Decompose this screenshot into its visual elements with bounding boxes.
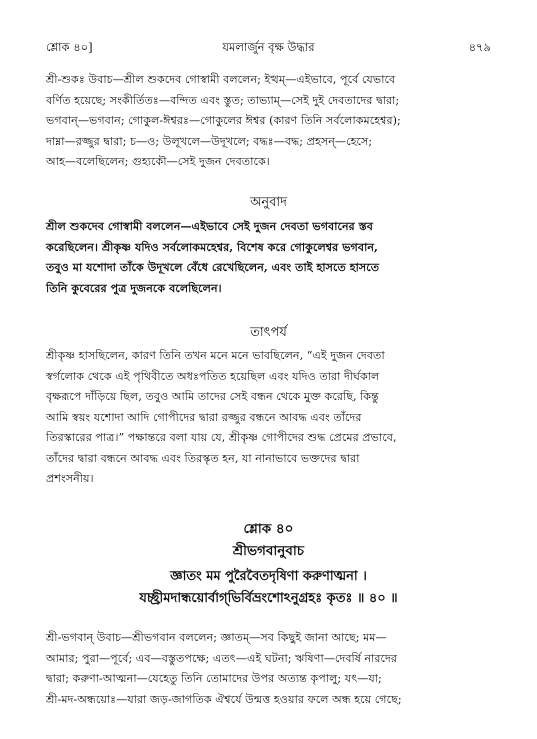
purport-line: স্বর্গলোক থেকে এই পৃথিবীতে অধঃপতিত হয়েছিল এবং যদিও তারা দীর্ঘকাল: [46, 369, 380, 383]
shloka-speaker: শ্রীভগবানুবাচ: [232, 543, 305, 559]
translation-text: [46, 216, 491, 298]
translation-line: তিনি কুবেরের পুত্র দুজনকে বলেছিলেন।: [46, 280, 222, 295]
synonym-line: দ্বারা; করুণা-আত্মনা—যেহেতু তিনি তোমাদের উপর অত্যন্ত কৃপালু; যৎ—যা;: [46, 672, 382, 685]
synonym-line: দাম্না—রজ্জুর দ্বারা; চ—ও; উলূখলে—উদূখলে; বদ্ধঃ—বদ্ধ; প্রহসন্—হেসে;: [46, 134, 373, 148]
synonym-line: শ্রী-শুকঃ উবাচ—শ্রীল শুকদেব গোস্বামী বললেন; ইত্থম্—এইভাবে, পূর্বে যেভাবে: [46, 73, 396, 86]
header-verse-ref: শ্লোক ৪০]: [46, 40, 93, 54]
purport-line: বৃক্ষরূপে দাঁড়িয়ে ছিল, তবুও আমি তাদের সেই বন্ধন থেকে মুক্ত করেছি, কিন্তু: [46, 390, 379, 403]
page-header: [46, 40, 491, 54]
synonyms-bottom: [46, 628, 491, 710]
purport-line: আমি স্বয়ং যশোদা আদি গোপীদের দ্বারা রজ্জুর বন্ধনে আবদ্ধ এবং তাঁদের: [46, 410, 362, 424]
purport-text: [46, 346, 491, 490]
sanskrit-verse: [46, 566, 491, 610]
translation-line: শ্রীল শুকদেব গোস্বামী বললেন—এইভাবে সেই দুজন দেবতা ভগবানের স্তব: [46, 219, 373, 233]
translation-line: করেছিলেন। শ্রীকৃষ্ণ যদিও সর্বলোকমহেশ্বর, বিশেষ করে গোকুলেশ্বর ভগবান,: [46, 239, 378, 254]
purport-line: শ্রীকৃষ্ণ হাসছিলেন, কারণ তিনি তখন মনে মনে ভাবছিলেন, “এই দুজন দেবতা: [46, 349, 385, 362]
synonym-line: বর্ণিত হয়েছে; সংকীর্তিতঃ—বন্দিত এবং স্তুত; তাভ্যাম্—সেই দুই দেবতাদের দ্বারা;: [46, 93, 400, 107]
header-page-number: ৪৭৯: [468, 40, 491, 54]
purport-line: তাঁদের দ্বারা বন্ধনে আবদ্ধ এবং তিরস্কৃত হন, যা নানাভাবে ভক্তদের দ্বারা: [46, 451, 360, 465]
purport-heading: তাৎপর্য: [250, 325, 287, 340]
synonym-line: ভগবান্—ভগবান; গোকুল-ঈশ্বরঃ—গোকুলের ঈশ্বর (কারণ তিনি সর্বলোকমহেশ্বর);: [46, 114, 401, 127]
synonym-line: শ্রী-ভগবান্ উবাচ—শ্রীভগবান বললেন; জ্ঞাতম্—সব কিছুই জানা আছে; মম—: [46, 631, 387, 644]
synonym-line: আহ—বলেছিলেন; গুহ্যকৌ—সেই দুজন দেবতাকে।: [46, 155, 270, 168]
purport-line: প্রশংসনীয়।: [46, 472, 94, 485]
header-chapter-title: যমলার্জুন বৃক্ষ উদ্ধার: [222, 40, 315, 54]
verse-line: যচ্ছ্রীমদান্ধয়োর্বাগ্‌ভির্বিভ্রংশোঽনুগ্রহঃ কৃতঃ ॥ ৪০ ॥: [139, 591, 398, 606]
shloka-number: শ্লোক ৪০: [243, 521, 294, 537]
translation-line: তবুও মা যশোদা তাঁকে উদূখলে বেঁধে রেখেছিলেন, এবং তাই হাসতে হাসতে: [46, 260, 380, 274]
synonym-line: শ্রী-মদ-অন্ধয়োঃ—যারা জড়-জাগতিক ঐশ্বর্যে উন্মত্ত হওয়ার ফলে অন্ধ হয়ে গেছে;: [46, 692, 402, 706]
verse-line: জ্ঞাতং মম পুরৈবৈতদৃষিণা করুণাত্মনা ।: [170, 569, 367, 584]
translation-heading: অনুবাদ: [250, 195, 287, 210]
purport-line: তিরস্কারের পাত্র।” পক্ষান্তরে বলা যায় যে, শ্রীকৃষ্ণ গোপীদের শুদ্ধ প্রেমের প্রভাবে,: [46, 431, 397, 444]
synonym-line: আমার; পুরা—পূর্বে; এব—বস্তুতপক্ষে; এতৎ—এই ঘটনা; ঋষিণা—দেবর্ষি নারদের: [46, 651, 398, 665]
synonyms-top: [46, 70, 491, 173]
